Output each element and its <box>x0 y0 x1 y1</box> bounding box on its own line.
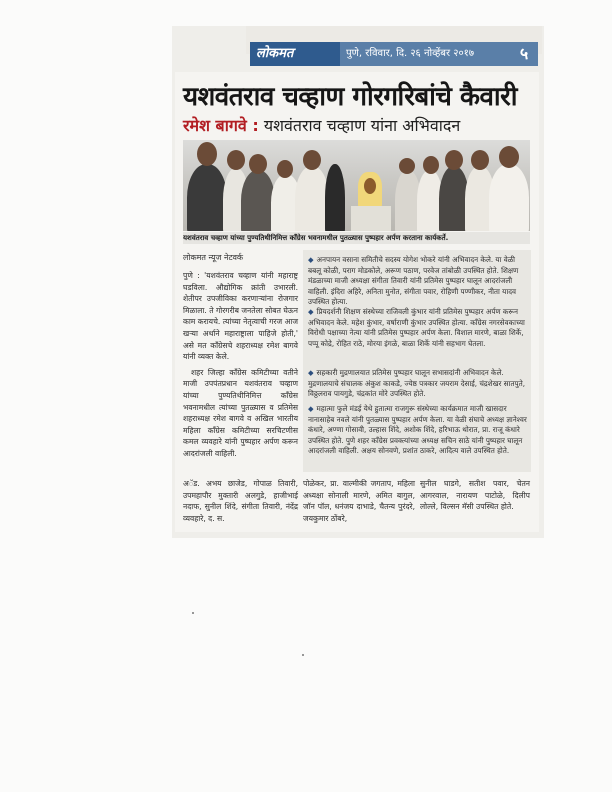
article-photo <box>183 140 530 231</box>
bullet-item: ◆ अनपायन वसाना समितीचे सदस्य योगेश भोकरे यांनी अभिवादन केले. या वेळी बबलू कोळी, पराग मोडकोले, अरूण पठाण, परवेज तांबोळी उपस्थित होते. शिक्षण मंडळाच्या माजी अध्यक्षा संगीता तिवारी यांनी प्रतिमेस पुष्पहार घालून आदरांजली वाहिली. इंदिरा अहिरे, अनिता मुनोत, संगीता पवार, रोहिणी पण्णीकर, नीता यादव उपस्थित होत्या. <box>308 255 519 307</box>
speck <box>192 612 194 614</box>
bottom-column: पोळेकर, प्रा. वाल्मीकी जगताप, महिला अध्यक्षा सोनाली मारणे, अमित बागुल, जॉन पॉल, धनंजय दाभाडे, चैतन्य पुरंदरे, जयकुमार ठोंबरे, <box>303 479 415 523</box>
headline: यशवंतराव चव्हाण गोरगरिबांचे कैवारी <box>183 82 518 112</box>
lokmat-logo: लोकमत <box>250 42 340 66</box>
bottom-column: सुनील घाडगे, सतीश पवार, चेतन आगरवाल, नारायण पाटोळे, दिलीप लोल्ले, विल्सन मॅसी उपस्थित होते. <box>420 479 530 512</box>
subhead-text: यशवंतराव चव्हाण यांना अभिवादन <box>263 116 461 135</box>
bullet-item: ◆ सहकारी मुद्रणालयात प्रतिमेस पुष्पहार घालून सभासदांनी अभिवादन केले. मुद्रणालयाचे संचालक अंकुश काकडे, ज्येष्ठ पत्रकार जयराम देसाई, चंद्रशेखर सातपुते, विठ्ठलराव पायगुडे, चंद्रकांत मोरे उपस्थित होते. <box>308 368 526 399</box>
photo-caption: यशवंतराव चव्हाण यांच्या पुण्यतिथीनिमित्त काँग्रेस भवनामधील पुतळ्यास पुष्पहार अर्पण करताना कार्यकर्ते. <box>183 232 530 244</box>
body-paragraph: पुणे : 'यशवंतराव चव्हाण यांनी महाराष्ट्र घडविला. औद्योगिक क्रांती उभारली. शेतीपर उपजीविका करणाऱ्यांना रोजगार मिळाला. ते गोरगरीब जनतेला सोबत घेऊन काम करायचे. त्यांच्या नेतृत्वाची गरज आज खऱ्या अर्थाने महाराष्ट्राला पाहिजे होती,' असे मत काँग्रेसचे शहराध्यक्ष रमेश बागवे यांनी व्यक्त केले. <box>183 271 298 362</box>
bottom-column: अॅड. अभय छाजेड, गोपाळ तिवारी, उपमहापौर मुक्तारी अलगुडे, हाजीभाई नदाफ, सुनील शिंदे, संगीता तिवारी, नंदेंद्र व्यवहारे, द. स. <box>183 479 298 523</box>
speck <box>302 654 304 656</box>
bullet-item: ◆ प्रियदर्शनी शिक्षण संस्थेच्या राजिवली कुंभार यांनी प्रतिमेस पुष्पहार अर्पण करून अभिवादन केले. महेश कुंभार, वर्षाराणी कुंभार उपस्थित होत्या. काँग्रेस नगरसेवकाच्या विरोधी पक्षाच्या नेत्या यांनी प्रतिमेस पुष्पहार अर्पण केला. विशाल मारणे, बाळा शिर्के, पप्पू कोद्रे, रोहित राठे, मोरया इंगळे, बाळा शिर्के यांनी सहभाग घेतला. <box>308 307 525 348</box>
bullet-item: ◆ महात्मा फुले मंडई येथे हुतात्मा राजगुरू संस्थेच्या कार्यक्रमात माजी खासदार नानासाहेब नवले यांनी पुतळ्यास पुष्पहार अर्पण केला. या वेळी संघाचे अध्यक्ष ज्ञानेश्वर कंधारे, अण्णा गोसावी, उल्हास शिंदे, अशोक शिंदे, हरिभाऊ थोरात, प्रा. राजू कंधारे उपस्थित होते. पुणे शहर काँग्रेस प्रवक्त्यांच्या अध्यक्ष सचिन साठे यांनी पुष्पहार घालून आदरांजली वाहिली. अक्षय सोनवणे, प्रशांत ठाकरे, आदित्य वाले उपस्थित होते. <box>308 404 527 456</box>
page-number: ५ <box>510 42 538 66</box>
article-body-column <box>183 270 298 464</box>
subheadline <box>183 115 533 137</box>
dateline: पुणे, रविवार, दि. २६ नोव्हेंबर २०१७ <box>340 42 510 66</box>
body-paragraph: शहर जिल्हा काँग्रेस कमिटीच्या वतीने माजी उपपंतप्रधान यशवंतराव चव्हाण यांच्या पुण्यतिथीनिमित्त काँग्रेस भवनामधील त्यांच्या पुतळ्यास व प्रतिमेस शहराध्यक्ष रमेश बागवे व अखिल भारतीय महिला काँग्रेस कमिटीच्या सरचिटणीस कमल व्यवहारे यांनी पुष्पहार अर्पण करून आदरांजली वाहिली. <box>183 367 298 458</box>
byline: लोकमत न्यूज नेटवर्क <box>183 253 244 262</box>
subhead-name: रमेश बागवे : <box>183 116 259 135</box>
